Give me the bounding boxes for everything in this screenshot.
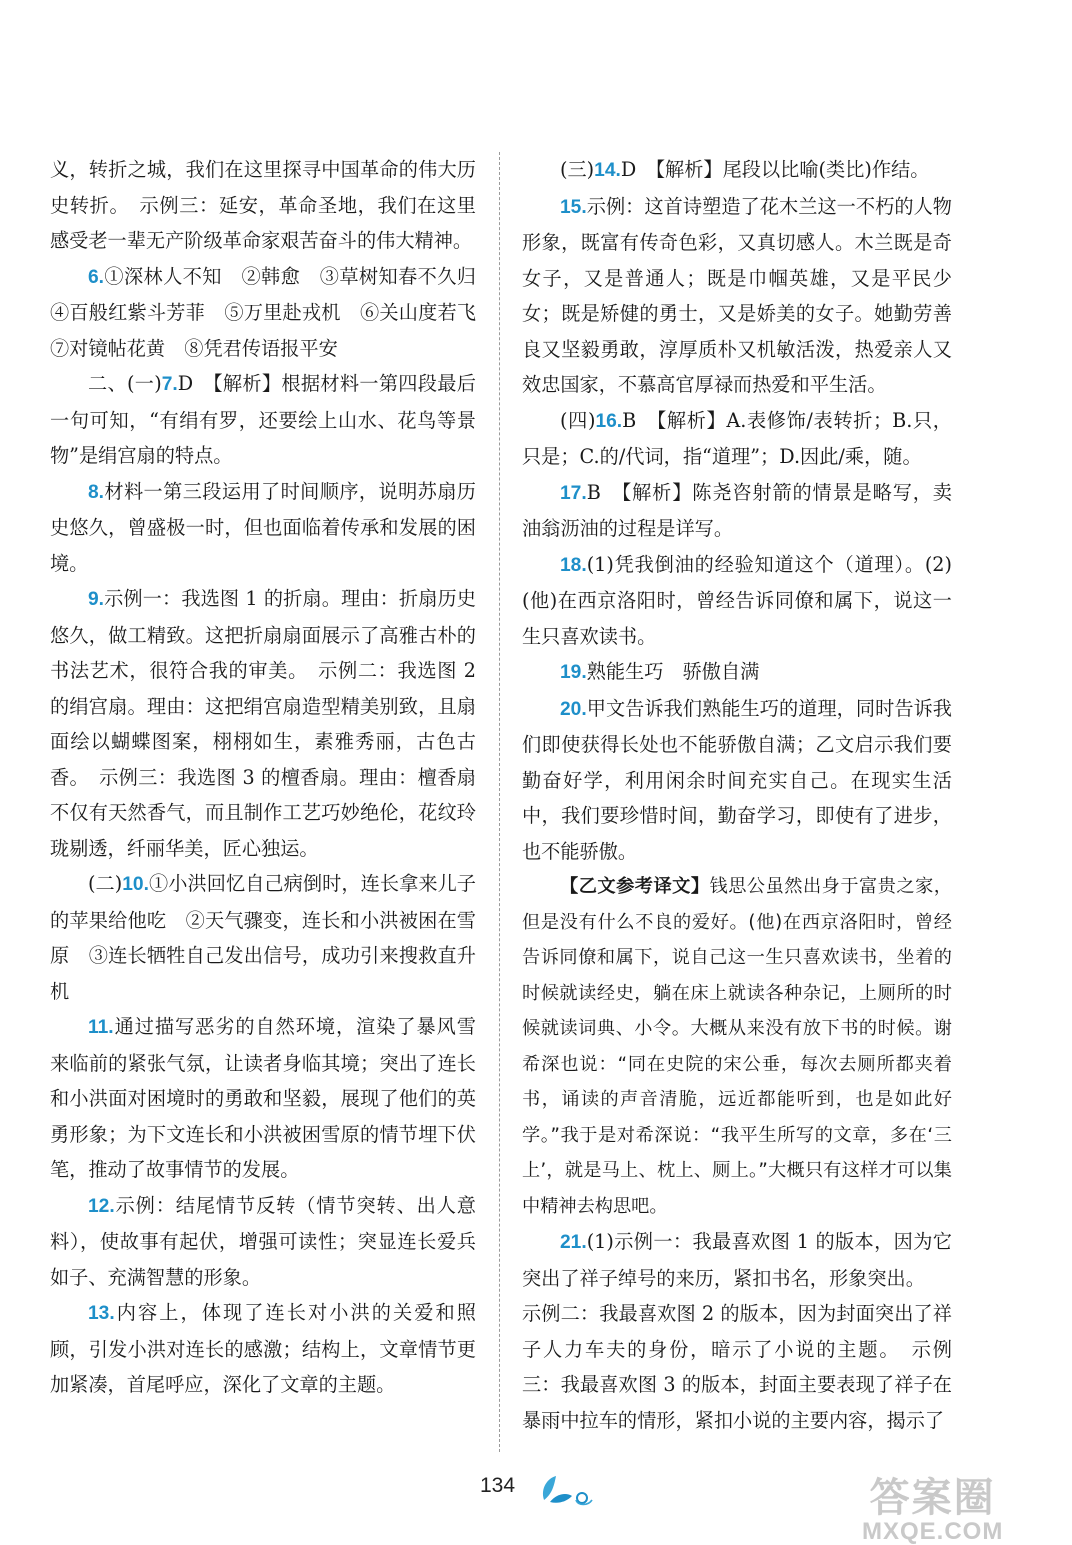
left-para-6: 6.①深林人不知 ②韩愈 ③草树知春不久归 ④百般红紫斗芳菲 ⑤万里赴戎机 ⑥关山度若飞 ⑦对镜帖花黄 ⑧凭君传语报平安 [50, 264, 496, 360]
watermark-logo: 答案圈 [869, 1476, 996, 1520]
right-para-15: 15.示例：这首诗塑造了花木兰这一不朽的人物形象，既富有传奇色彩，又真切感人。木兰既是奇女子，又是普通人；既是巾帼英雄，又是平民少女；既是矫健的勇士，又是娇美的女子。她勤劳善良又坚毅勇敢，淳厚质朴又机敏活泼，热爱亲人又效忠国家，不慕高官厚禄而热爱和平生活。 [522, 194, 952, 396]
right-para-14: (三)14.D 【解析】尾段以比喻(类比)作结。 [560, 158, 930, 181]
left-column [50, 152, 496, 1403]
watermark-url: MXQE.COM [862, 1518, 1004, 1545]
right-para-21-cont: 示例二：我最喜欢图 2 的版本，因为封面突出了祥子人力车夫的身份，暗示了小说的主题。 示例三：我最喜欢图 3 的版本，封面主要表现了祥子在暴雨中拉车的情形，紧扣小说的主要内容，揭示了 [522, 1302, 952, 1432]
translation-title: 【乙文参考译文】 [560, 876, 710, 897]
left-para-7: 二、(一)7.D 【解析】根据材料一第四段最后一句可知，“有绢有罗，还要绘上山水、花鸟等景物”是绢宫扇的特点。 [50, 372, 476, 467]
watermark [862, 1478, 1003, 1544]
left-para-13: 13.内容上，体现了连长对小洪的关爱和照顾，引发小洪对连长的感激；结构上，文章情节更加紧凑，首尾呼应，深化了文章的主题。 [50, 1301, 476, 1396]
page-number: 134 [480, 1474, 516, 1497]
left-para-0: 义，转折之城，我们在这里探寻中国革命的伟大历史转折。 示例三：延安，革命圣地，我们在这里感受老一辈无产阶级革命家艰苦奋斗的伟大精神。 [50, 158, 476, 252]
right-para-18: 18.(1)凭我倒油的经验知道这个（道理）。(2)(他)在西京洛阳时，曾经告诉同僚和属下，说这一生只喜欢读书。 [522, 552, 952, 648]
leaf-ornament-icon [538, 1470, 602, 1510]
right-para-16: (四)16.B 【解析】A.表修饰/表转折；B.只，只是；C.的/代词，指“道理”；D.因此/乘，随。 [522, 408, 952, 468]
left-para-12: 12.示例：结尾情节反转（情节突转、出人意料），使故事有起伏，增强可读性；突显连长爱兵如子、充满智慧的形象。 [50, 1193, 476, 1289]
column-divider [499, 152, 500, 1452]
page-footer [0, 1470, 1072, 1545]
right-para-17: 17.B 【解析】陈尧咨射箭的情景是略写，卖油翁沥油的过程是详写。 [522, 480, 952, 540]
translation-para: 【乙文参考译文】钱思公虽然出身于富贵之家，但是没有什么不良的爱好。(他)在西京洛阳时，曾经告诉同僚和属下，说自己这一生只喜欢读书，坐着的时候就读经史，躺在床上就读各种杂记，上厕所的时候就读词典、小令。大概从来没有放下书的时候。谢希深也说：“同在史院的宋公垂，每次去厕所都夹着书，诵读的声音清脆，远近都能听到，也是如此好学。”我于是对希深说：“我平生所写的文章，多在‘三上’，就是马上、枕上、厕上。”大概只有这样才可以集中精神去构思吧。 [522, 876, 952, 1217]
left-para-10: (二)10.①小洪回忆自己病倒时，连长拿来儿子的苹果给他吃 ②天气骤变，连长和小洪被困在雪原 ③连长牺牲自己发出信号，成功引来搜救直升机 [50, 872, 476, 1003]
right-column [522, 152, 952, 1438]
left-para-11: 11.通过描写恶劣的自然环境，渲染了暴风雪来临前的紧张气氛，让读者身临其境；突出了连长和小洪面对困境时的勇敢和坚毅，展现了他们的英勇形象；为下文连长和小洪被困雪原的情节埋下伏笔，推动了故事情节的发展。 [50, 1015, 476, 1181]
right-para-21: 21.(1)示例一：我最喜欢图 1 的版本，因为它突出了祥子绰号的来历，紧扣书名，形象突出。 [522, 1230, 952, 1290]
left-para-8: 8.材料一第三段运用了时间顺序，说明苏扇历史悠久，曾盛极一时，但也面临着传承和发展的困境。 [50, 479, 476, 575]
left-para-9: 9.示例一：我选图 1 的折扇。理由：折扇历史悠久，做工精致。这把折扇扇面展示了高雅古朴的书法艺术，很符合我的审美。 示例二：我选图 2 的绢宫扇。理由：这把绢宫扇造型精美别致，且扇面绘以蝴蝶图案，栩栩如生，素雅秀丽，古色古香。 示例三：我选图 3 的檀香扇。理由：檀香扇不仅有天然香气，而且制作工艺巧妙绝伦，花纹玲珑剔透，纤丽华美，匠心独运。 [50, 587, 476, 860]
right-para-20: 20.甲文告诉我们熟能生巧的道理，同时告诉我们即使获得长处也不能骄傲自满；乙文启示我们要勤奋好学，利用闲余时间充实自己。在现实生活中，我们要珍惜时间，勤奋学习，即使有了进步，也不能骄傲。 [522, 696, 952, 863]
right-para-19: 19.熟能生巧 骄傲自满 [560, 660, 760, 683]
